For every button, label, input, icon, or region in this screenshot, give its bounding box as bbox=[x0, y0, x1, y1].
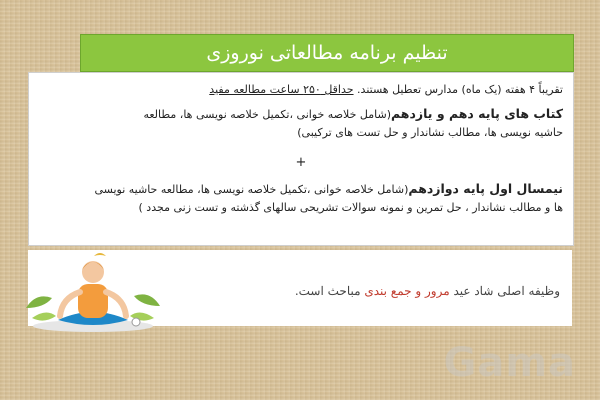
figure-leaf-right bbox=[134, 294, 160, 306]
note-emphasis: مرور و جمع بندی bbox=[364, 284, 450, 298]
section2-line1 bbox=[39, 180, 563, 199]
figure-leaf-left2 bbox=[32, 312, 56, 320]
card-body bbox=[29, 73, 573, 217]
intro-line bbox=[39, 81, 563, 99]
figure-leaf-left bbox=[26, 296, 52, 308]
section1-text-line2: حاشیه نویسی ها، مطالب نشاندار و حل تست های ترکیبی) bbox=[297, 126, 563, 139]
meditating-person-illustration bbox=[18, 248, 168, 334]
title-banner bbox=[80, 34, 574, 72]
section1-text-line1: (شامل خلاصه خوانی ،تکمیل خلاصه نویسی ها، مطالعه bbox=[143, 108, 391, 121]
section1-line1 bbox=[39, 105, 563, 124]
intro-prefix: تقریباً ۴ هفته (یک ماه) مدارس تعطیل هستند. bbox=[353, 83, 563, 96]
content-card bbox=[28, 72, 574, 246]
figure-arm-left bbox=[60, 292, 80, 316]
note-part1: وظیفه اصلی شاد عید bbox=[449, 284, 560, 298]
section2-text-line2: ها و مطالب نشاندار ، حل تمرین و نمونه سوالات تشریحی سالهای گذشته و تست زنی مجدد ) bbox=[138, 201, 563, 214]
section2-heading: نیمسال اول پایه دوازدهم bbox=[408, 181, 563, 196]
figure-torso bbox=[78, 284, 108, 318]
intro-highlight: حداقل ۲۵۰ ساعت مطالعه مفید bbox=[209, 83, 354, 96]
figure-bird bbox=[94, 253, 106, 256]
figure-cup bbox=[132, 318, 140, 326]
figure-arm-right bbox=[106, 292, 126, 316]
note-part3: مباحث است. bbox=[294, 284, 365, 298]
watermark-logo: Gama bbox=[443, 340, 576, 386]
plus-sign: + bbox=[295, 155, 307, 170]
section1-heading: کتاب های پایه دهم و یازدهم bbox=[391, 106, 563, 121]
note-line bbox=[230, 284, 560, 298]
page-title: تنظیم برنامه مطالعاتی نوروزی bbox=[206, 42, 448, 64]
figure-head bbox=[82, 261, 104, 283]
section2-text-line1: (شامل خلاصه خوانی ،تکمیل خلاصه نویسی ها، مطالعه حاشیه نویسی bbox=[94, 183, 409, 196]
